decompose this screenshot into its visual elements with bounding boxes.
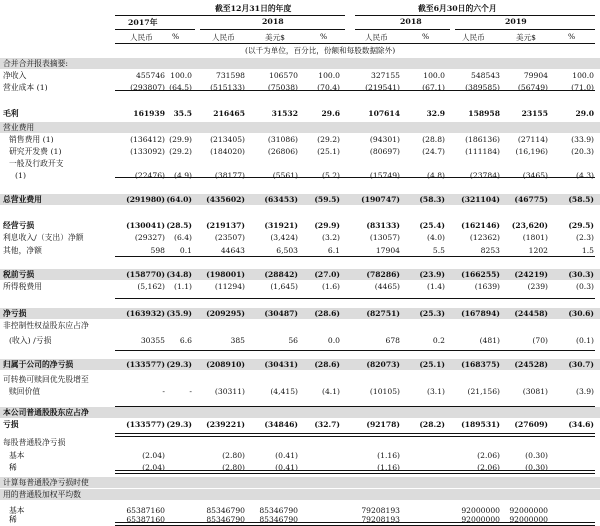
- table-cell: (64.0): [166, 195, 192, 204]
- table-cell: (168375): [461, 360, 500, 369]
- table-cell: (3,424): [270, 233, 298, 242]
- table-cell: (1801): [522, 233, 548, 242]
- table-cell: (27114): [517, 135, 548, 144]
- table-cell: 455746: [136, 71, 165, 80]
- rule-shares-diluted: [115, 522, 595, 526]
- table-row: [0, 320, 600, 331]
- table-cell: 8253: [480, 246, 500, 255]
- table-cell: 79904: [523, 71, 548, 80]
- table-cell: (0.41): [275, 463, 298, 472]
- row-label: 基本: [9, 451, 25, 460]
- table-row: [0, 477, 600, 488]
- table-cell: 32.9: [426, 109, 445, 118]
- table-cell: 106570: [269, 71, 298, 80]
- table-cell: (189531): [461, 420, 500, 429]
- unit-pct-2018: %: [320, 32, 328, 41]
- units-rule: [115, 43, 595, 44]
- table-cell: (28.5): [166, 221, 192, 230]
- table-row: [0, 82, 600, 93]
- table-cell: 385: [230, 336, 245, 345]
- row-label: 稀: [9, 463, 17, 472]
- table-cell: (71.0): [571, 83, 594, 92]
- row-label: 可转换可赎回优先股增至: [3, 375, 89, 384]
- row-label: 基本: [9, 506, 25, 515]
- table-cell: (5,162): [137, 282, 165, 291]
- table-cell: (46775): [514, 195, 548, 204]
- table-cell: (30431): [264, 360, 298, 369]
- table-cell: (208910): [206, 360, 245, 369]
- table-cell: (1.4): [426, 282, 445, 291]
- table-cell: (239): [527, 282, 548, 291]
- row-label: 用的普通股加权平均数: [3, 490, 81, 499]
- year-2019-6m: 2019: [505, 17, 527, 26]
- unit-usd-2019: 美元$: [516, 33, 537, 42]
- year-2019-6m-rule: [455, 29, 595, 30]
- table-cell: (1.16): [377, 451, 400, 460]
- table-cell: (29.2): [169, 147, 192, 156]
- table-cell: 30355: [140, 336, 165, 345]
- unit-rmb-2018-6m: 人民币: [365, 33, 388, 42]
- rule-after-cogs: [115, 90, 595, 91]
- table-cell: (2.80): [222, 451, 245, 460]
- table-cell: (63453): [264, 195, 298, 204]
- table-cell: (1639): [474, 282, 500, 291]
- table-row: [0, 122, 600, 133]
- row-label: 营业成本 (1): [3, 83, 48, 92]
- table-cell: (56749): [517, 83, 548, 92]
- table-cell: 107614: [368, 109, 400, 118]
- row-label: 研究开发费 (1): [9, 147, 62, 156]
- table-cell: (70): [532, 336, 548, 345]
- table-cell: (94301): [369, 135, 400, 144]
- table-cell: (34.8): [166, 270, 192, 279]
- table-cell: (28.6): [314, 360, 340, 369]
- table-cell: (70.4): [317, 83, 340, 92]
- table-cell: (38177): [214, 171, 245, 180]
- table-cell: (34.6): [568, 420, 594, 429]
- row-label: (1): [15, 171, 27, 180]
- table-cell: (67.1): [422, 83, 445, 92]
- table-cell: 92000000: [509, 506, 548, 515]
- table-cell: (4.3): [575, 171, 594, 180]
- table-cell: 548543: [471, 71, 500, 80]
- header-fiscal-year: 截至12月31日的年度: [215, 4, 292, 13]
- table-cell: 92000000: [461, 515, 500, 524]
- table-cell: (1.16): [377, 463, 400, 472]
- table-cell: (0.41): [275, 451, 298, 460]
- table-cell: (25.1): [419, 360, 445, 369]
- table-cell: (64.5): [169, 83, 192, 92]
- table-cell: (213405): [210, 135, 245, 144]
- table-cell: (4.1): [321, 387, 340, 396]
- table-cell: (22476): [134, 171, 165, 180]
- table-cell: (23.9): [419, 270, 445, 279]
- row-label: 营业费用: [3, 123, 35, 132]
- header-six-months-rule: [355, 15, 595, 16]
- table-row: [0, 450, 600, 461]
- table-cell: (30487): [264, 309, 298, 318]
- table-cell: (239221): [206, 420, 245, 429]
- table-cell: (92178): [366, 420, 400, 429]
- table-cell: (5.2): [321, 171, 340, 180]
- table-cell: (27609): [514, 420, 548, 429]
- table-cell: (25.4): [419, 221, 445, 230]
- table-cell: (4.9): [173, 171, 192, 180]
- table-cell: (190747): [361, 195, 400, 204]
- table-cell: (29.3): [166, 420, 192, 429]
- table-cell: (30.3): [568, 270, 594, 279]
- table-cell: (24528): [514, 360, 548, 369]
- table-cell: 1202: [528, 246, 548, 255]
- unit-rmb-2017: 人民币: [130, 33, 153, 42]
- table-cell: (23,620): [511, 221, 548, 230]
- table-row: [0, 281, 600, 292]
- table-cell: (2.04): [142, 451, 165, 460]
- table-cell: (4,415): [270, 387, 298, 396]
- table-cell: 6,503: [276, 246, 298, 255]
- table-cell: (25.3): [419, 309, 445, 318]
- table-cell: 29.0: [575, 109, 594, 118]
- table-cell: (58.3): [419, 195, 445, 204]
- table-cell: (15749): [369, 171, 400, 180]
- units-note: (以千为单位，百分比，份额和每股数据除外): [245, 46, 396, 55]
- table-cell: 31532: [271, 109, 298, 118]
- table-cell: (130041): [126, 221, 165, 230]
- table-row: [0, 194, 600, 205]
- table-cell: 6.1: [327, 246, 340, 255]
- table-row: [0, 134, 600, 145]
- table-cell: (1.1): [173, 282, 192, 291]
- table-cell: (0.3): [575, 282, 594, 291]
- row-label: 净亏损: [3, 309, 27, 318]
- table-cell: (20.3): [571, 147, 594, 156]
- table-cell: (0.30): [525, 463, 548, 472]
- table-cell: (29.3): [166, 360, 192, 369]
- table-cell: (82751): [366, 309, 400, 318]
- table-cell: (24458): [514, 309, 548, 318]
- unit-pct-2019: %: [568, 32, 576, 41]
- table-row: [0, 308, 600, 319]
- table-cell: (0.1): [575, 336, 594, 345]
- table-cell: (167894): [461, 309, 500, 318]
- table-cell: 79208193: [361, 506, 400, 515]
- unit-usd-2018: 美元$: [265, 33, 286, 42]
- table-cell: (389585): [465, 83, 500, 92]
- table-row: [0, 374, 600, 385]
- table-cell: (219541): [365, 83, 400, 92]
- table-row: [0, 58, 600, 69]
- table-cell: (3.9): [575, 387, 594, 396]
- table-cell: 92000000: [461, 506, 500, 515]
- table-cell: (27.0): [314, 270, 340, 279]
- table-cell: (3081): [522, 387, 548, 396]
- table-cell: (293807): [130, 83, 165, 92]
- table-cell: (29.9): [169, 135, 192, 144]
- table-cell: 56: [288, 336, 298, 345]
- table-row: [0, 419, 600, 430]
- header-fiscal-year-rule: [115, 15, 345, 16]
- row-label: 合并合并报表摘要:: [3, 59, 69, 68]
- table-cell: (166255): [461, 270, 500, 279]
- table-cell: (23507): [214, 233, 245, 242]
- table-cell: (2.3): [575, 233, 594, 242]
- row-label: 税前亏损: [3, 270, 35, 279]
- table-cell: (1,645): [270, 282, 298, 291]
- table-cell: 17904: [375, 246, 400, 255]
- table-cell: (2.04): [142, 463, 165, 472]
- header-six-months: 截至6月30日的六个月: [418, 4, 497, 13]
- table-cell: (16,196): [515, 147, 548, 156]
- table-row: [0, 437, 600, 448]
- table-cell: (4.0): [426, 233, 445, 242]
- year-2018-6m-rule: [355, 29, 450, 30]
- row-label: 其他，净额: [3, 246, 42, 255]
- rule-after-tax: [115, 298, 595, 299]
- row-label: 本公司普通股股东应占净: [3, 408, 89, 417]
- year-2017: 2017年: [128, 18, 158, 27]
- table-cell: (219137): [206, 221, 245, 230]
- table-cell: (34846): [264, 420, 298, 429]
- table-cell: (24.7): [422, 147, 445, 156]
- table-row: [0, 232, 600, 243]
- table-cell: (29.2): [317, 135, 340, 144]
- table-cell: 100.0: [572, 71, 594, 80]
- table-cell: (158770): [126, 270, 165, 279]
- table-cell: (25.1): [317, 147, 340, 156]
- row-label: 毛利: [3, 109, 19, 118]
- table-cell: 5.5: [432, 246, 445, 255]
- table-row: [0, 269, 600, 280]
- table-cell: (75038): [267, 83, 298, 92]
- row-label: 归属于公司的净亏损: [3, 360, 74, 369]
- table-cell: 0.2: [432, 336, 445, 345]
- table-cell: 0.1: [179, 246, 192, 255]
- table-cell: (435602): [206, 195, 245, 204]
- table-cell: (28.6): [314, 309, 340, 318]
- table-cell: 85346790: [206, 515, 245, 524]
- table-cell: 100.0: [423, 71, 445, 80]
- row-label: 每股普通股净亏损: [3, 438, 66, 447]
- table-cell: (133577): [126, 420, 165, 429]
- table-cell: (291980): [126, 195, 165, 204]
- table-cell: 1.5: [581, 246, 594, 255]
- table-cell: (11294): [214, 282, 245, 291]
- unit-rmb-2019: 人民币: [462, 33, 485, 42]
- table-cell: (163932): [126, 309, 165, 318]
- table-cell: (2.80): [222, 463, 245, 472]
- row-label: 一般及行政开支: [9, 159, 64, 168]
- table-cell: 44643: [220, 246, 245, 255]
- table-cell: (0.30): [525, 451, 548, 460]
- table-cell: (136412): [130, 135, 165, 144]
- table-cell: (12362): [469, 233, 500, 242]
- year-2018-6m: 2018: [400, 17, 422, 26]
- table-row: [0, 158, 600, 169]
- table-row: [0, 335, 600, 346]
- table-cell: (23784): [469, 171, 500, 180]
- table-cell: (162146): [461, 221, 500, 230]
- row-label: 销售费用 (1): [9, 135, 54, 144]
- table-cell: (2.06): [477, 451, 500, 460]
- table-cell: (4.8): [426, 171, 445, 180]
- row-label: 利息收入/（支出）净额: [3, 233, 84, 242]
- rule-after-redemption: [115, 406, 595, 407]
- table-cell: (209295): [206, 309, 245, 318]
- table-cell: (24219): [514, 270, 548, 279]
- row-label: 赎回价值: [9, 387, 41, 396]
- table-cell: (83133): [366, 221, 400, 230]
- table-cell: (13057): [369, 233, 400, 242]
- table-cell: (78286): [366, 270, 400, 279]
- rule-after-nci: [115, 350, 595, 351]
- table-cell: (29.5): [568, 221, 594, 230]
- table-cell: (10105): [369, 387, 400, 396]
- unit-rmb-2018: 人民币: [212, 33, 235, 42]
- table-cell: (29327): [134, 233, 165, 242]
- table-row: [0, 170, 600, 181]
- table-cell: (31921): [264, 221, 298, 230]
- table-cell: (133092): [130, 147, 165, 156]
- table-cell: (28.2): [419, 420, 445, 429]
- table-cell: (5561): [272, 171, 298, 180]
- table-cell: (6.4): [173, 233, 192, 242]
- table-cell: (321104): [461, 195, 500, 204]
- table-cell: 35.5: [173, 109, 192, 118]
- table-row: [0, 489, 600, 500]
- table-row: [0, 70, 600, 81]
- table-cell: 598: [150, 246, 165, 255]
- table-cell: 100.0: [318, 71, 340, 80]
- row-label: 亏损: [3, 420, 19, 429]
- table-cell: (3.2): [321, 233, 340, 242]
- row-label: 总营业费用: [3, 195, 42, 204]
- table-cell: (26806): [267, 147, 298, 156]
- table-cell: (30.7): [568, 360, 594, 369]
- table-cell: 100.0: [170, 71, 192, 80]
- table-cell: (481): [479, 336, 500, 345]
- table-cell: -: [189, 387, 192, 396]
- table-cell: (29.9): [314, 221, 340, 230]
- table-cell: 85346790: [259, 515, 298, 524]
- table-row: [0, 220, 600, 231]
- row-label: 净收入: [3, 71, 27, 80]
- table-cell: (80697): [369, 147, 400, 156]
- row-label: (收入) /亏损: [9, 336, 52, 345]
- table-row: [0, 359, 600, 370]
- table-cell: (198001): [206, 270, 245, 279]
- table-cell: (4465): [374, 282, 400, 291]
- table-cell: 29.6: [321, 109, 340, 118]
- row-label: 非控制性权益股东应占净: [3, 321, 89, 330]
- rule-eps-diluted: [115, 470, 595, 474]
- table-cell: (184020): [210, 147, 245, 156]
- table-cell: 85346790: [259, 506, 298, 515]
- rule-after-other: [115, 256, 595, 257]
- table-row: [0, 386, 600, 397]
- table-cell: 158958: [468, 109, 500, 118]
- table-cell: (3465): [522, 171, 548, 180]
- table-cell: (515133): [210, 83, 245, 92]
- row-label: 稀: [9, 515, 17, 524]
- table-row: [0, 146, 600, 157]
- year-2018-fy-rule: [200, 29, 345, 30]
- row-label: 计算每普通股净亏损时使: [3, 478, 89, 487]
- year-2017-rule: [115, 29, 195, 30]
- table-cell: (33.9): [571, 135, 594, 144]
- table-cell: 216465: [213, 109, 245, 118]
- table-cell: (59.5): [314, 195, 340, 204]
- table-cell: (31086): [267, 135, 298, 144]
- table-cell: 65387160: [126, 506, 165, 515]
- rule-net-loss-common: [115, 433, 595, 437]
- table-row: [0, 407, 600, 418]
- table-cell: (32.7): [314, 420, 340, 429]
- table-cell: (28842): [264, 270, 298, 279]
- row-label: 所得税费用: [3, 282, 42, 291]
- table-cell: 79208193: [361, 515, 400, 524]
- table-cell: 23155: [521, 109, 548, 118]
- table-cell: 731598: [216, 71, 245, 80]
- table-cell: 65387160: [126, 515, 165, 524]
- unit-pct-2018-6m: %: [422, 32, 430, 41]
- rule-after-ga: [115, 177, 595, 178]
- table-cell: (28.8): [422, 135, 445, 144]
- table-cell: 327155: [371, 71, 400, 80]
- table-cell: (30311): [214, 387, 245, 396]
- table-cell: 6.6: [179, 336, 192, 345]
- table-cell: (1.6): [321, 282, 340, 291]
- table-cell: (2.06): [477, 463, 500, 472]
- table-cell: -: [162, 387, 165, 396]
- table-cell: 0.0: [327, 336, 340, 345]
- table-cell: (30.6): [568, 309, 594, 318]
- row-label: 经营亏损: [3, 221, 35, 230]
- table-row: [0, 108, 600, 119]
- table-cell: 85346790: [206, 506, 245, 515]
- table-cell: (35.9): [166, 309, 192, 318]
- table-cell: (133577): [126, 360, 165, 369]
- table-row: [0, 245, 600, 256]
- unit-pct-2017: %: [172, 32, 180, 41]
- table-cell: 678: [385, 336, 400, 345]
- table-cell: (3.1): [426, 387, 445, 396]
- table-cell: (82073): [366, 360, 400, 369]
- year-2018-fy: 2018: [262, 17, 284, 26]
- table-cell: 92000000: [509, 515, 548, 524]
- table-cell: (186136): [465, 135, 500, 144]
- table-cell: 161939: [133, 109, 165, 118]
- table-cell: (58.5): [568, 195, 594, 204]
- table-cell: (111184): [465, 147, 500, 156]
- table-cell: (21,156): [467, 387, 500, 396]
